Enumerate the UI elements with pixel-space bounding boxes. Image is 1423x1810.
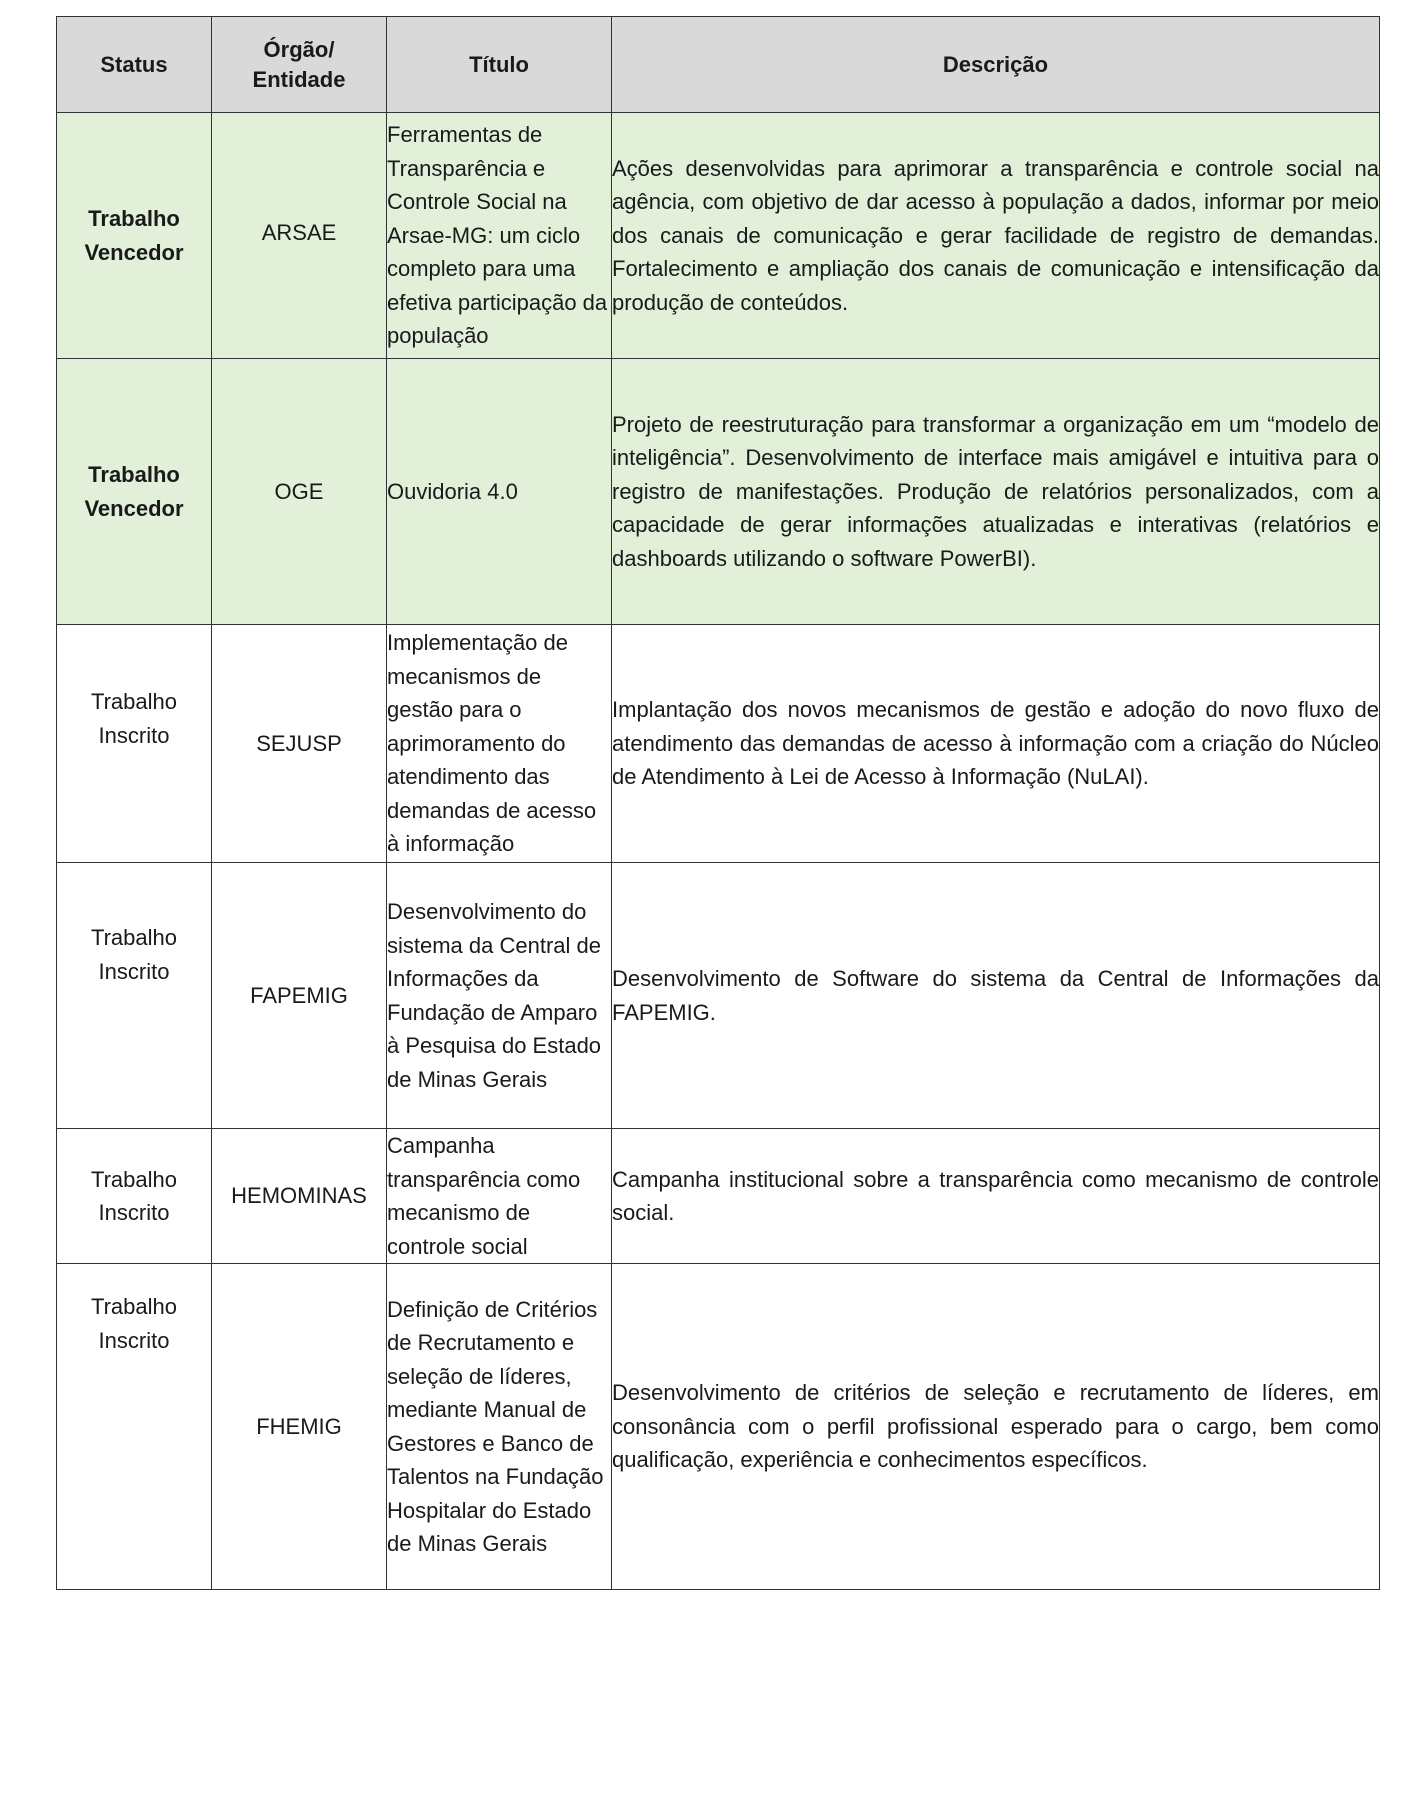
- org-cell: OGE: [212, 359, 387, 625]
- table-row: [57, 863, 1380, 1129]
- description-cell: Implantação dos novos mecanismos de gestão e adoção do novo fluxo de atendimento das demandas de acesso à informação com a criação do Núcleo de Atendimento à Lei de Acesso à Informação (NuLAI).: [612, 625, 1380, 863]
- title-cell: Desenvolvimento do sistema da Central de Informações da Fundação de Amparo à Pesquisa do Estado de Minas Gerais: [387, 863, 612, 1129]
- header-org: Órgão/ Entidade: [212, 17, 387, 113]
- status-cell: Trabalho Inscrito: [57, 625, 212, 863]
- awards-table: [56, 16, 1380, 1590]
- description-cell: Desenvolvimento de Software do sistema da Central de Informações da FAPEMIG.: [612, 863, 1380, 1129]
- header-status: Status: [57, 17, 212, 113]
- title-cell: Ferramentas de Transparência e Controle Social na Arsae-MG: um ciclo completo para uma efetiva participação da população: [387, 113, 612, 359]
- table-row: [57, 113, 1380, 359]
- description-cell: Desenvolvimento de critérios de seleção e recrutamento de líderes, em consonância com o perfil profissional esperado para o cargo, bem como qualificação, experiência e conhecimentos específicos.: [612, 1264, 1380, 1590]
- table-body: [57, 113, 1380, 1590]
- table-row: [57, 1129, 1380, 1264]
- org-cell: HEMOMINAS: [212, 1129, 387, 1264]
- header-title: Título: [387, 17, 612, 113]
- org-cell: FAPEMIG: [212, 863, 387, 1129]
- org-cell: FHEMIG: [212, 1264, 387, 1590]
- header-row: [57, 17, 1380, 113]
- description-cell: Projeto de reestruturação para transformar a organização em um “modelo de inteligência”. Desenvolvimento de interface mais amigável e intuitiva para o registro de manifestações. Produção de relatórios personalizados, com a capacidade de gerar informações atualizadas e interativas (relatórios e dashboards utilizando o software PowerBI).: [612, 359, 1380, 625]
- org-cell: ARSAE: [212, 113, 387, 359]
- title-cell: Implementação de mecanismos de gestão para o aprimoramento do atendimento das demandas de acesso à informação: [387, 625, 612, 863]
- table-row: [57, 1264, 1380, 1590]
- table-row: [57, 359, 1380, 625]
- description-cell: Ações desenvolvidas para aprimorar a transparência e controle social na agência, com objetivo de dar acesso à população a dados, informar por meio dos canais de comunicação e gerar facilidade de registro de demandas. Fortalecimento e ampliação dos canais de comunicação e intensificação da produção de conteúdos.: [612, 113, 1380, 359]
- status-cell: Trabalho Vencedor: [57, 113, 212, 359]
- title-cell: Definição de Critérios de Recrutamento e seleção de líderes, mediante Manual de Gestores e Banco de Talentos na Fundação Hospitalar do Estado de Minas Gerais: [387, 1264, 612, 1590]
- title-cell: Ouvidoria 4.0: [387, 359, 612, 625]
- org-cell: SEJUSP: [212, 625, 387, 863]
- description-cell: Campanha institucional sobre a transparência como mecanismo de controle social.: [612, 1129, 1380, 1264]
- status-cell: Trabalho Vencedor: [57, 359, 212, 625]
- status-cell: Trabalho Inscrito: [57, 1264, 212, 1590]
- header-description: Descrição: [612, 17, 1380, 113]
- status-cell: Trabalho Inscrito: [57, 863, 212, 1129]
- title-cell: Campanha transparência como mecanismo de controle social: [387, 1129, 612, 1264]
- table-header: [57, 17, 1380, 113]
- status-cell: Trabalho Inscrito: [57, 1129, 212, 1264]
- table-row: [57, 625, 1380, 863]
